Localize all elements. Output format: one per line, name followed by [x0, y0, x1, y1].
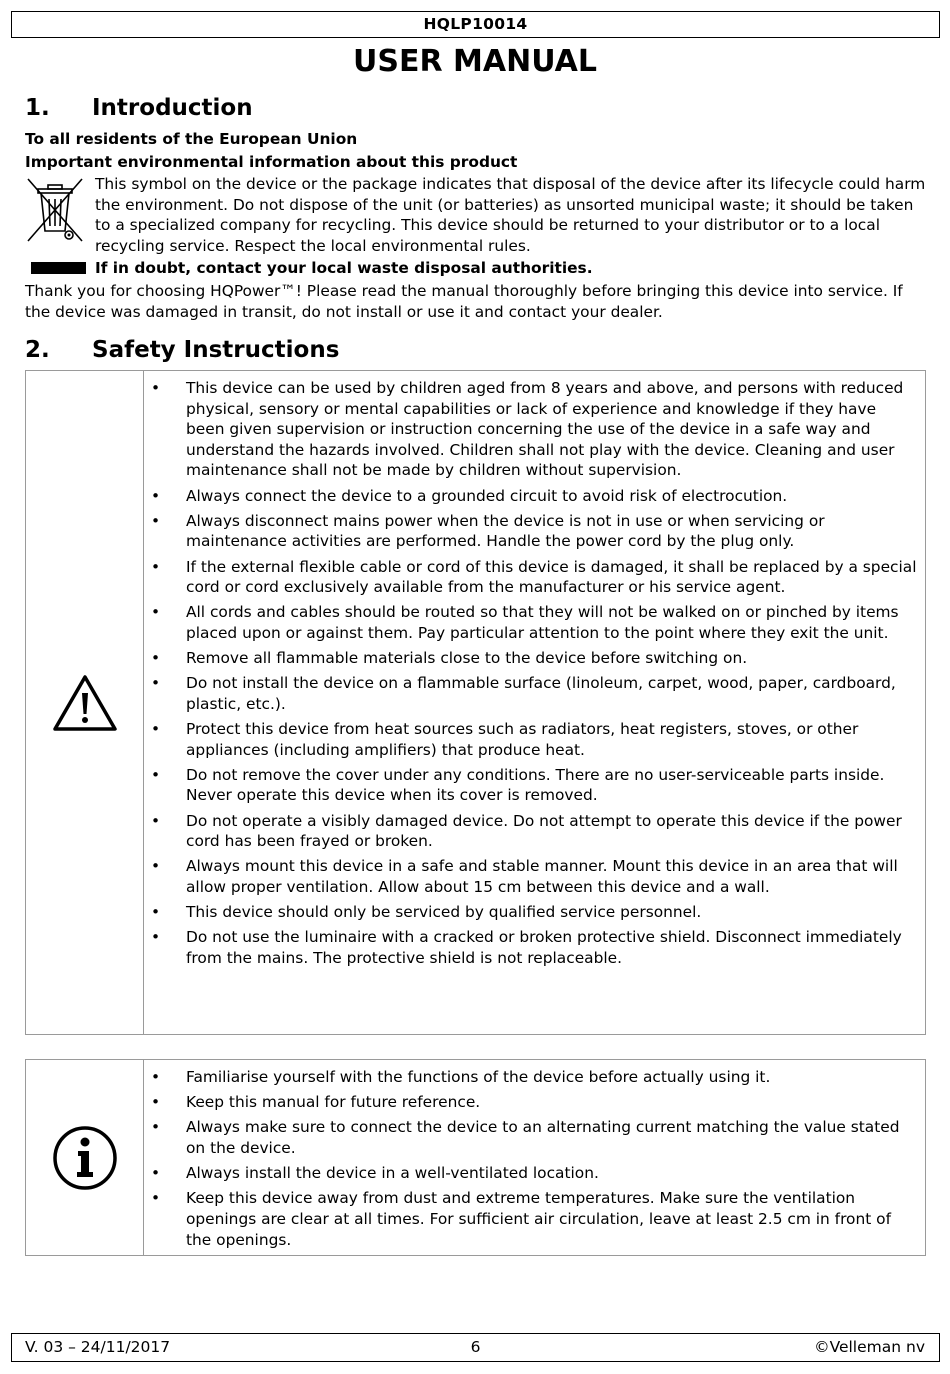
environment-heading: Important environmental information about this product	[25, 153, 518, 171]
info-circle-icon	[52, 1125, 118, 1191]
bullet-item: • All cords and cables should be routed so that they will not be walked on or pinched by items placed upon or against them. Pay particular attention to the point where they exit the unit.	[144, 602, 917, 643]
header-model: HQLP10014	[11, 11, 940, 38]
warning-icon-cell	[26, 371, 144, 1034]
footer-version: V. 03 – 24/11/2017	[25, 1338, 171, 1356]
crossed-bin-icon	[25, 175, 85, 247]
eu-residents-line: To all residents of the European Union	[25, 130, 358, 148]
bullet-item: • Always connect the device to a grounded circuit to avoid risk of electrocution.	[144, 486, 917, 507]
warning-table	[25, 370, 926, 1035]
warning-list	[144, 371, 925, 973]
info-icon-cell	[26, 1060, 144, 1255]
bullet-item: • Always disconnect mains power when the device is not in use or when servicing or maintenance activities are performed. Handle the power cord by the plug only.	[144, 511, 917, 552]
bullet-item: • Do not use the luminaire with a cracked or broken protective shield. Disconnect immediately from the mains. The protective shield is not replaceable.	[144, 927, 917, 968]
black-bar-icon	[31, 262, 86, 274]
bullet-item: • Familiarise yourself with the functions of the device before actually using it.	[144, 1067, 917, 1088]
info-list	[144, 1060, 925, 1255]
bullet-item: • Remove all flammable materials close to the device before switching on.	[144, 648, 917, 669]
bullet-item: • Always mount this device in a safe and stable manner. Mount this device in an area that will allow proper ventilation. Allow about 15 cm between this device and a wall.	[144, 856, 917, 897]
section-1-number: 1.	[25, 95, 50, 121]
bullet-item: • Keep this manual for future reference.	[144, 1092, 917, 1113]
section-2-number: 2.	[25, 337, 50, 363]
footer-copyright: ©Velleman nv	[814, 1338, 925, 1356]
footer-page-number: 6	[470, 1338, 481, 1356]
environment-text: This symbol on the device or the package indicates that disposal of the device after its lifecycle could harm the environment. Do not dispose of the unit (or batteries) as unsorted municipal waste; it should be taken to a specialized company for recycling. This device should be returned to your distributor or to a local recycling service. Respect the local environmental rules.	[95, 175, 926, 256]
bullet-item: • If the external flexible cable or cord of this device is damaged, it shall be replaced by a special cord or cord exclusively available from the manufacturer or his service agent.	[144, 557, 917, 598]
warning-triangle-icon	[52, 674, 118, 732]
bullet-item: • Do not operate a visibly damaged device. Do not attempt to operate this device if the power cord has been frayed or broken.	[144, 811, 917, 852]
thank-you-text: Thank you for choosing HQPower™! Please read the manual thoroughly before bringing this device into service. If the device was damaged in transit, do not install or use it and contact your dealer.	[25, 282, 903, 321]
disposal-notice: If in doubt, contact your local waste disposal authorities.	[95, 259, 593, 277]
bullet-item: • Do not install the device on a flammable surface (linoleum, carpet, wood, paper, cardboard, plastic, etc.).	[144, 673, 917, 714]
section-1-title: Introduction	[92, 95, 253, 121]
section-2-heading	[25, 335, 339, 365]
bullet-item: • Keep this device away from dust and extreme temperatures. Make sure the ventilation openings are clear at all times. For sufficient air circulation, leave at least 2.5 cm in front of the openings.	[144, 1188, 917, 1250]
bullet-item: • Always install the device in a well-ventilated location.	[144, 1163, 917, 1184]
page-title: USER MANUAL	[353, 44, 597, 79]
bullet-item: • This device can be used by children aged from 8 years and above, and persons with reduced physical, sensory or mental capabilities or lack of experience and knowledge if they have been given supervision or instruction concerning the use of the device in a safe way and understand the hazards involved. Children shall not play with the device. Cleaning and user maintenance shall not be made by children without supervision.	[144, 378, 917, 481]
bullet-item: • Do not remove the cover under any conditions. There are no user-serviceable parts inside. Never operate this device when its cover is removed.	[144, 765, 917, 806]
section-2-title: Safety Instructions	[92, 337, 340, 363]
footer	[11, 1333, 940, 1362]
bullet-item: • Always make sure to connect the device to an alternating current matching the value stated on the device.	[144, 1117, 917, 1158]
bullet-item: • This device should only be serviced by qualified service personnel.	[144, 902, 917, 923]
info-table	[25, 1059, 926, 1256]
bullet-item: • Protect this device from heat sources such as radiators, heat registers, stoves, or other appliances (including amplifiers) that produce heat.	[144, 719, 917, 760]
section-1-heading	[25, 93, 253, 123]
